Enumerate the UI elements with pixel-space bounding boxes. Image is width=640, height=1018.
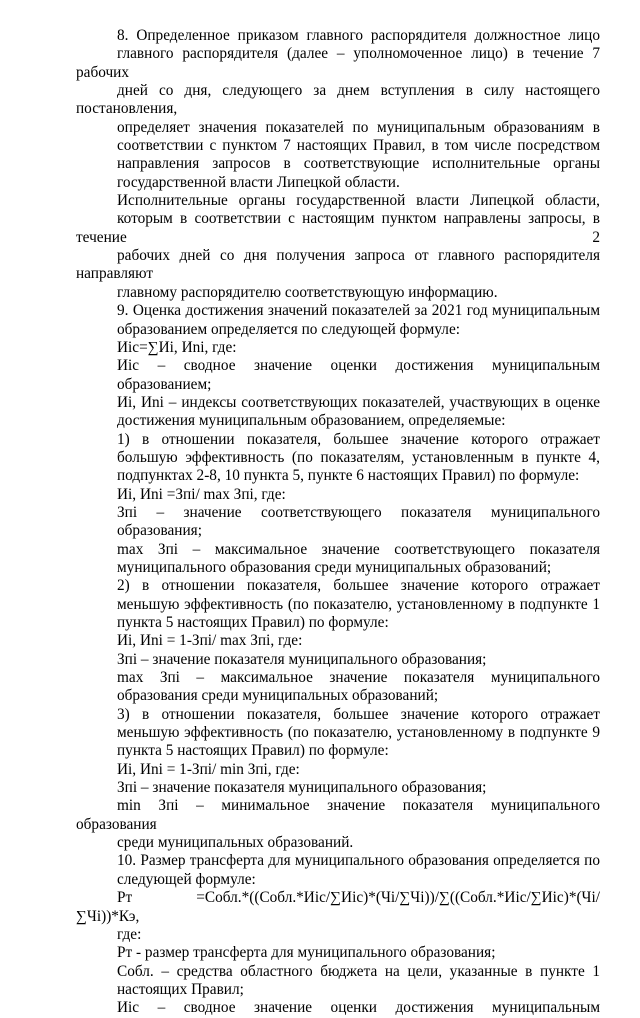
paragraph-d4 [76, 541, 600, 578]
text-line: Собл. – средства областного бюджета на цели, указанные в пункте 1 [117, 962, 600, 980]
paragraph-d10 [76, 963, 600, 1000]
text-line: достижения муниципальным образованием, определяемые: [117, 412, 506, 430]
paragraph-c2 [76, 577, 600, 632]
text-line: меньшую эффективность (по показателю, установленному в подпункте 1 [117, 595, 600, 613]
text-line: Зпi – значение показателя муниципального образования; [117, 779, 487, 797]
text-line: направления запросов в соответствующие исполнительные органы [117, 155, 600, 173]
text-line: min Зпi – минимальное значение показателя муниципального образования [76, 797, 600, 833]
paragraph-c1 [76, 431, 600, 486]
text-line: 3) в отношении показателя, большее значение которого отражает [117, 705, 600, 723]
text-line: следующей формуле: [117, 870, 256, 888]
text-line: муниципального образования среди муниципальных образований; [117, 558, 552, 576]
text-line: главного распорядителя (далее – уполномоченное лицо) в течение 7 рабочих [76, 45, 600, 81]
text-line: Иic – сводное значение оценки достижения муниципальным [117, 999, 600, 1017]
text-line: 9. Оценка достижения значений показателей за 2021 год муниципальным [117, 302, 600, 320]
text-line: 1) в отношении показателя, большее значение которого отражает [117, 430, 600, 448]
text-line: Зпi – значение показателя муниципального образования; [117, 650, 487, 668]
paragraph-f5 [76, 889, 600, 944]
text-line: max Зпi – максимальное значение показателя муниципального [117, 669, 600, 687]
text-line: пункта 5 настоящих Правил) по формуле: [117, 614, 389, 631]
text-line: соответствии с пунктом 7 настоящих Правил, в том числе посредством [117, 137, 600, 155]
text-line: определяет значения показателей по муниципальным образованиям в [117, 118, 600, 136]
text-line: Зпi – значение соответствующего показателя муниципального [117, 503, 600, 521]
text-line: образованием определяется по следующей формуле: [117, 320, 460, 338]
document-page [76, 27, 600, 1018]
text-line: пункта 5 настоящих Правил) по формуле: [117, 742, 389, 760]
paragraph-p9 [76, 302, 600, 339]
paragraph-d7 [76, 779, 600, 797]
paragraph-p10 [76, 852, 600, 889]
paragraph-d6 [76, 669, 600, 706]
text-line: большую эффективность (по показателям, установленным в пункте 4, [117, 448, 600, 466]
text-line: Иic – сводное значение оценки достижения муниципальным [117, 357, 600, 375]
text-line: образования среди муниципальных образований; [117, 687, 439, 705]
paragraph-p8-2 [76, 192, 600, 302]
text-line: max Зпi – максимальное значение соответствующего показателя [117, 540, 600, 558]
text-line: Иi, Иni =Зпi/ max Зпi, где: [117, 485, 286, 503]
text-line: настоящих Правил; [117, 980, 244, 998]
text-line: главному распорядителю соответствующую информацию. [117, 283, 498, 301]
text-line: среди муниципальных образований. [117, 834, 354, 852]
paragraph-f3 [76, 632, 600, 650]
text-line: образованием; [117, 375, 212, 393]
text-line: Рт =Собл.*((Собл.*Иic/∑Иic)*(Чi/∑Чi))/∑((Собл.*Иic/∑Иic)*(Чi/∑Чi))*Кэ, [76, 889, 600, 925]
text-line: 8. Определенное приказом главного распорядителя должностное лицо [117, 27, 600, 44]
paragraph-f1 [76, 339, 600, 357]
text-line: Исполнительные органы государственной власти Липецкой области, [117, 192, 600, 210]
text-line: Рт - размер трансферта для муниципального образования; [117, 944, 496, 962]
text-line: образования; [117, 522, 202, 540]
paragraph-d8 [76, 797, 600, 852]
text-line: которым в соответствии с настоящим пунктом направлены запросы, в течение 2 [76, 210, 600, 246]
paragraph-f4 [76, 761, 600, 779]
paragraph-d5 [76, 651, 600, 669]
text-line: 2) в отношении показателя, большее значение которого отражает [117, 577, 600, 595]
paragraph-d1 [76, 357, 600, 394]
paragraph-d9 [76, 944, 600, 962]
text-line: 10. Размер трансферта для муниципального образования определяется по [117, 852, 600, 870]
paragraph-c3 [76, 706, 600, 761]
text-line: где: [117, 925, 142, 943]
text-line: государственной власти Липецкой области. [117, 173, 400, 191]
text-line: дней со дня, следующего за днем вступления в силу настоящего постановления, [76, 82, 600, 118]
text-line: Иi, Иni = 1-Зпi/ max Зпi, где: [117, 632, 303, 650]
text-line: меньшую эффективность (по показателю, установленному в подпункте 9 [117, 724, 600, 742]
paragraph-d3 [76, 504, 600, 541]
text-line: Иi, Иni = 1-Зпi/ min Зпi, где: [117, 760, 300, 778]
text-line: Иi, Иni – индексы соответствующих показателей, участвующих в оценке [117, 393, 600, 411]
text-line: Иic=∑Иi, Иni, где: [117, 338, 237, 356]
paragraph-f2 [76, 486, 600, 504]
text-line: подпунктах 2-8, 10 пункта 5, пункте 6 настоящих Правил) по формуле: [117, 467, 580, 485]
paragraph-d11 [76, 999, 600, 1017]
text-line: рабочих дней со дня получения запроса от главного распорядителя направляют [76, 247, 600, 283]
paragraph-p8 [76, 27, 600, 192]
paragraph-d2 [76, 394, 600, 431]
